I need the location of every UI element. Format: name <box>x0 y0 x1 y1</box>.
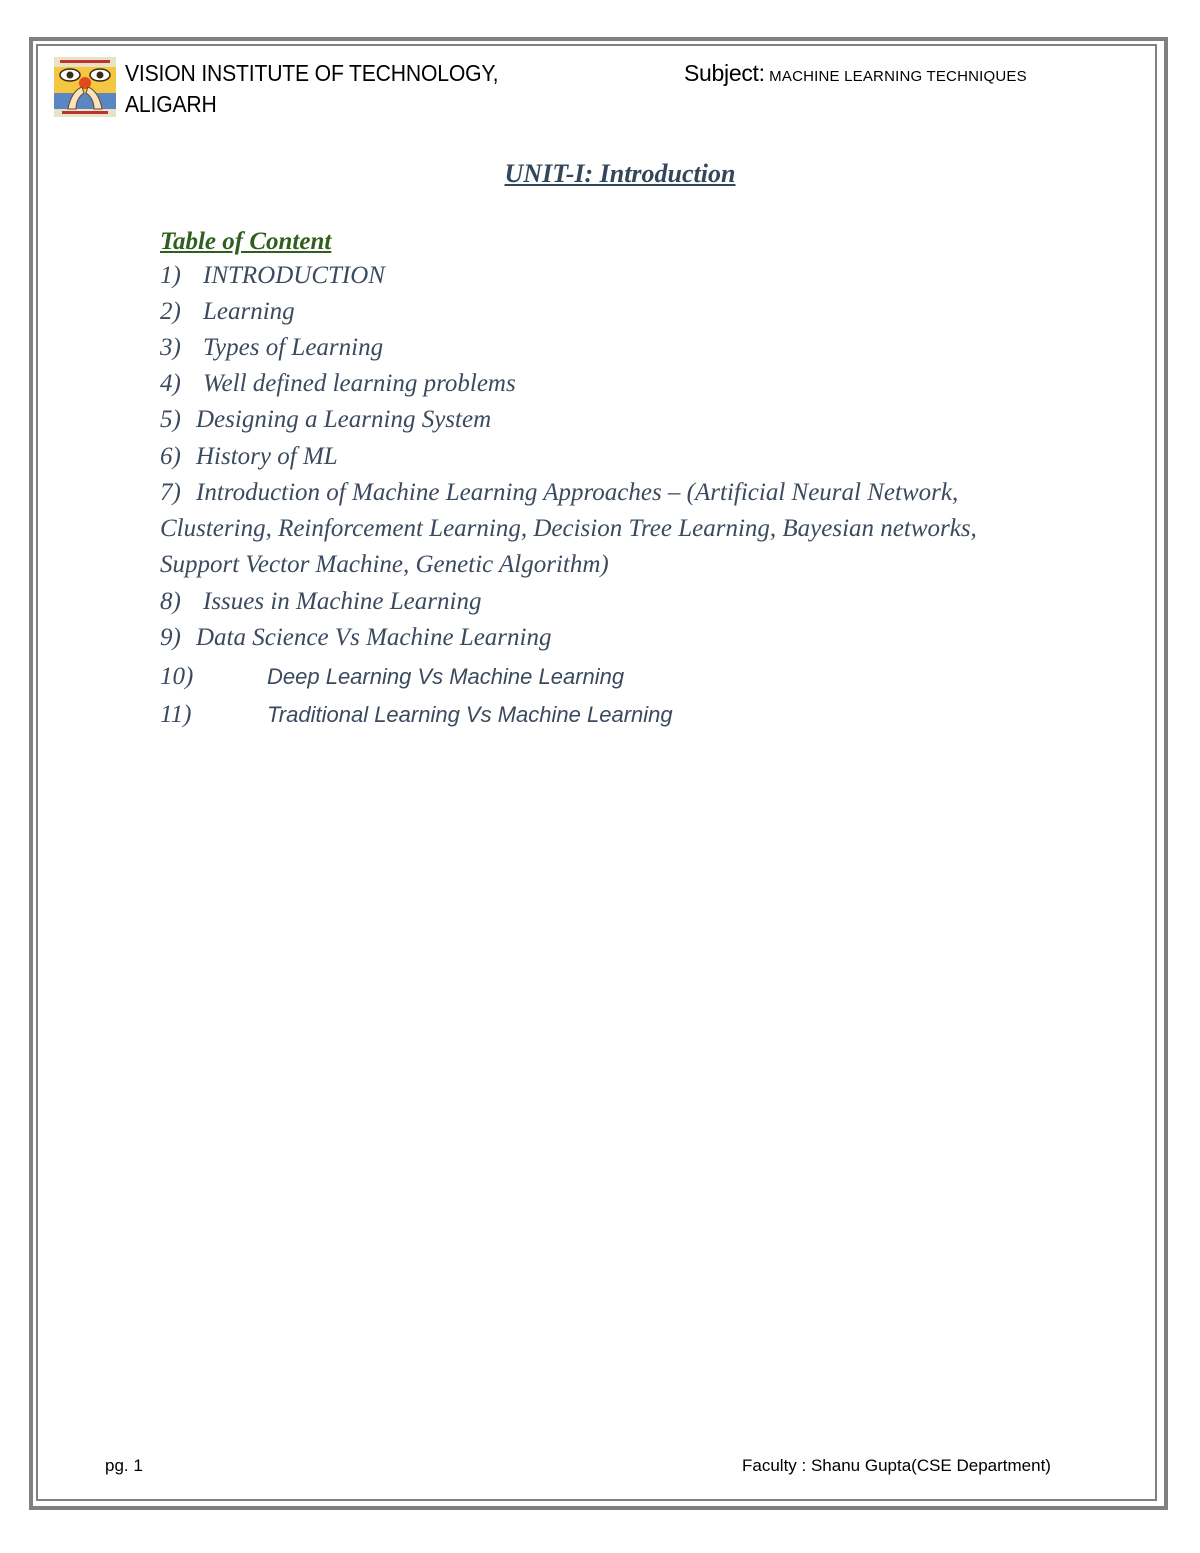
toc-item <box>160 370 516 398</box>
toc-item-text: INTRODUCTION <box>203 262 385 289</box>
toc-item-number: 5) <box>160 406 181 433</box>
toc-item-number: 9) <box>160 624 181 651</box>
toc-item <box>160 262 385 290</box>
toc-item-text: Deep Learning Vs Machine Learning <box>267 664 625 689</box>
page-number: pg. 1 <box>105 1456 143 1475</box>
subject-value: MACHINE LEARNING TECHNIQUES <box>769 68 1027 85</box>
toc-item-continuation <box>160 515 977 543</box>
toc-heading: Table of Content <box>160 228 332 255</box>
toc-item-number: 1) <box>160 262 181 289</box>
toc-item-text: Support Vector Machine, Genetic Algorithm) <box>160 551 609 578</box>
toc-item-text: Designing a Learning System <box>196 406 492 433</box>
toc-item-continuation <box>160 551 609 579</box>
toc-item-number: 6) <box>160 443 181 470</box>
toc-item-text: Well defined learning problems <box>203 370 516 397</box>
toc-item <box>160 334 383 362</box>
toc-item-text: Types of Learning <box>203 334 384 361</box>
toc-item <box>160 701 673 729</box>
toc-item-number: 8) <box>160 588 181 615</box>
toc-item-text: Introduction of Machine Learning Approaches – (Artificial Neural Network, <box>196 479 959 506</box>
subject-label: Subject: <box>684 60 765 86</box>
subject-heading <box>684 60 1027 87</box>
toc-item-number: 10) <box>160 663 194 690</box>
toc-item-number: 2) <box>160 298 181 325</box>
toc-item-number: 4) <box>160 370 181 397</box>
toc-item-number: 7) <box>160 479 181 506</box>
institute-logo-icon <box>54 57 116 117</box>
toc-item <box>160 298 295 326</box>
unit-title: UNIT-I: Introduction <box>504 159 736 188</box>
toc-item <box>160 663 624 691</box>
institute-name <box>125 58 498 120</box>
toc-item <box>160 479 958 507</box>
toc-item-text: Traditional Learning Vs Machine Learning <box>267 702 673 727</box>
toc-item <box>160 406 491 434</box>
toc-item-text: Learning <box>203 298 295 325</box>
toc-item-text: Issues in Machine Learning <box>203 588 482 615</box>
toc-item <box>160 624 551 652</box>
toc-item <box>160 443 338 471</box>
toc-item-text: Data Science Vs Machine Learning <box>196 624 552 651</box>
faculty-credit: Faculty : Shanu Gupta(CSE Department) <box>742 1456 1051 1475</box>
toc-item <box>160 588 481 616</box>
toc-item-text: Clustering, Reinforcement Learning, Decision Tree Learning, Bayesian networks, <box>160 515 977 542</box>
toc-item-number: 11) <box>160 701 192 728</box>
toc-item-number: 3) <box>160 334 181 361</box>
institute-name-line2: ALIGARH <box>125 91 217 117</box>
toc-item-text: History of ML <box>196 443 338 470</box>
institute-name-line1: VISION INSTITUTE OF TECHNOLOGY, <box>125 60 499 86</box>
